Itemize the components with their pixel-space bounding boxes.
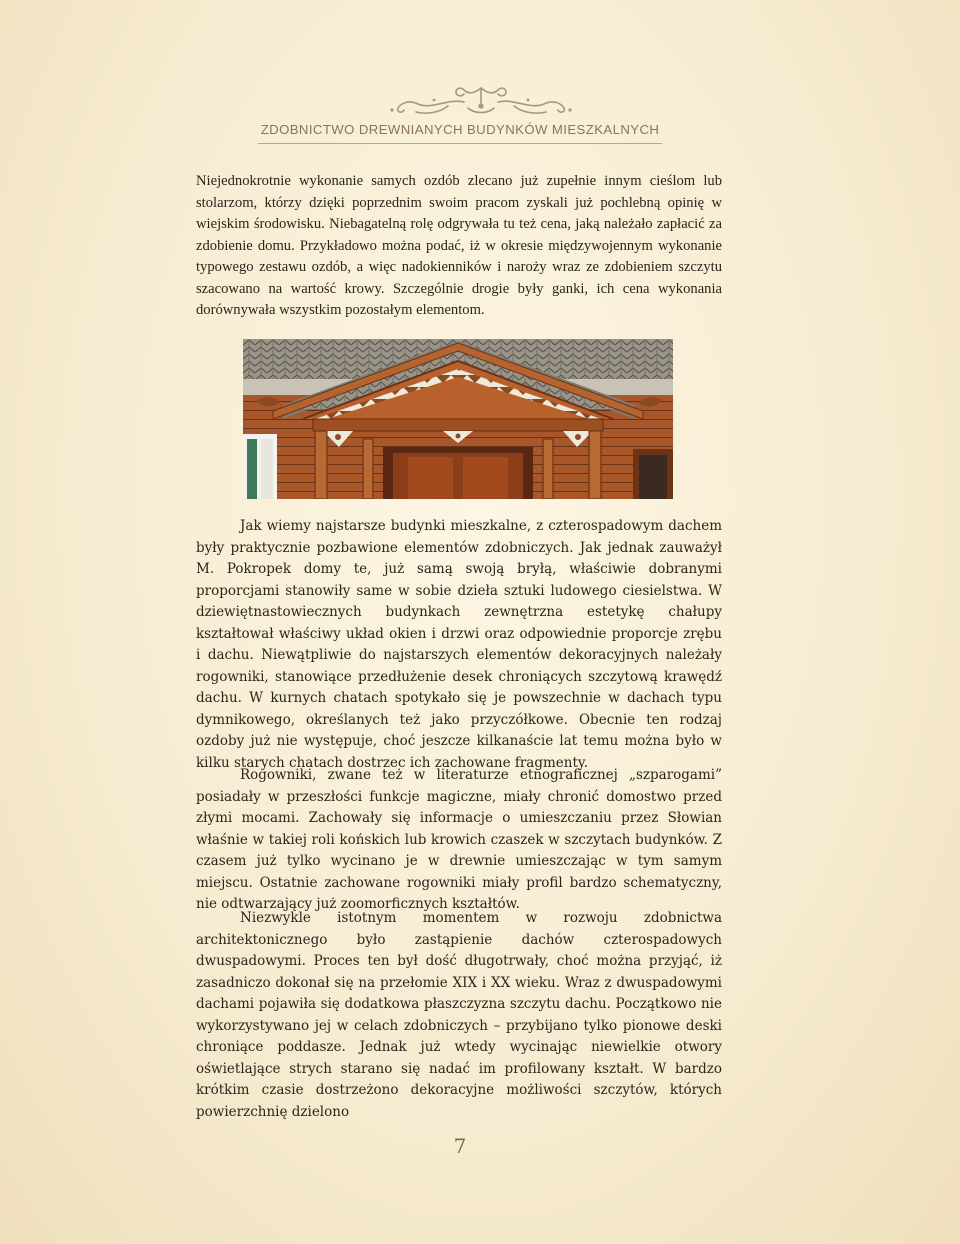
body-paragraph-2: Jak wiemy najstarsze budynki mieszkalne, z czterospadowym dachem były praktycznie pozbawione elementów zdobniczych. Jak jednak zauważył M. Pokropek domy te, już samą swoją bryłą, właściwie dobranymi proporcjami stanowiły same w sobie dzieła sztuki ludowego ciesielstwa. W dziewiętnastowiecznych budynkach zewnętrzna estetykę chałupy kształtował właściwy układ okien i drzwi oraz odpowiednie proporcje zrębu i dachu. Niewątpliwie do najstarszych elementów dekoracyjnych należały rogowniki, stanowiące przedłużenie desek chroniących szczytową krawędź dachu. W kurnych chatach spotykało się je powszechnie w dachach typu dymnikowego, określanych też jako przyczółkowe. Obecnie ten rodzaj ozdoby już nie występuje, choć jeszcze kilkanaście lat temu można było w kilku starych chatach dostrzec ich zachowane fragmenty. xyxy=(196,518,722,771)
page-number: 7 xyxy=(453,1134,467,1158)
body-paragraph-4: Niezwykle istotnym momentem w rozwoju zdobnictwa architektonicznego było zastąpienie dachów czterospadowych dwuspadowymi. Proces ten był dość długotrwały, choć można przyjąć, iż zasadniczo dokonał się na przełomie XIX i XX wieku. Wraz z dwuspadowymi dachami pojawiła się dodatkowa płaszczyzna szczytu dachu. Początkowo nie wykorzystywano jej w celach zdobniczych – przybijano tylko pionowe deski chroniące poddasze. Jednak już wtedy wycinając niewielkie otwory oświetlające strych starano się nadać im profilowany kształt. W bardzo krótkim czasie dostrzeżono dekoracyjne możliwości szczytów, których powierzchnię dzielono xyxy=(196,910,722,1120)
baroque-scroll-ornament-icon xyxy=(388,84,574,118)
body-paragraph-1: Niejednokrotnie wykonanie samych ozdób zlecano już zupełnie innym cieślom lub stolarzom, którzy dzięki poprzednim swoim pracom zyskali już pochlebną opinię w wiejskim środowisku. Niebagatelną rolę odgrywała tu też cena, jaką należało zapłacić za zdobienie domu. Przykładowo można podać, iż w okresie międzywojennym wykonanie typowego zestawu ozdób, a więc nadokienników i naroży wraz ze zdobieniem szczytu szacowano na wartość krowy. Szczególnie drogie były ganki, ich cena wykonania dorównywała wszystkim pozostałym elementom. xyxy=(196,173,722,318)
porch-photo xyxy=(243,339,673,499)
header-rule xyxy=(258,143,662,144)
running-header-title: ZDOBNICTWO DREWNIANYCH BUDYNKÓW MIESZKALNYCH xyxy=(260,122,660,137)
body-paragraph-3: Rogowniki, zwane też w literaturze etnograficznej „szparogami” posiadały w przeszłości funkcje magiczne, miały chronić domostwo przed złymi mocami. Zachowały się informacje o umieszczaniu przez Słowian właśnie w takiej roli końskich lub krowich czaszek w szczytach budynków. Z czasem już tylko wycinano je w drewnie umieszczając w tym samym miejscu. Ostatnie zachowane rogowniki miały profil bardzo schematyczny, nie odtwarzający już zoomorficznych kształtów. xyxy=(196,767,722,912)
